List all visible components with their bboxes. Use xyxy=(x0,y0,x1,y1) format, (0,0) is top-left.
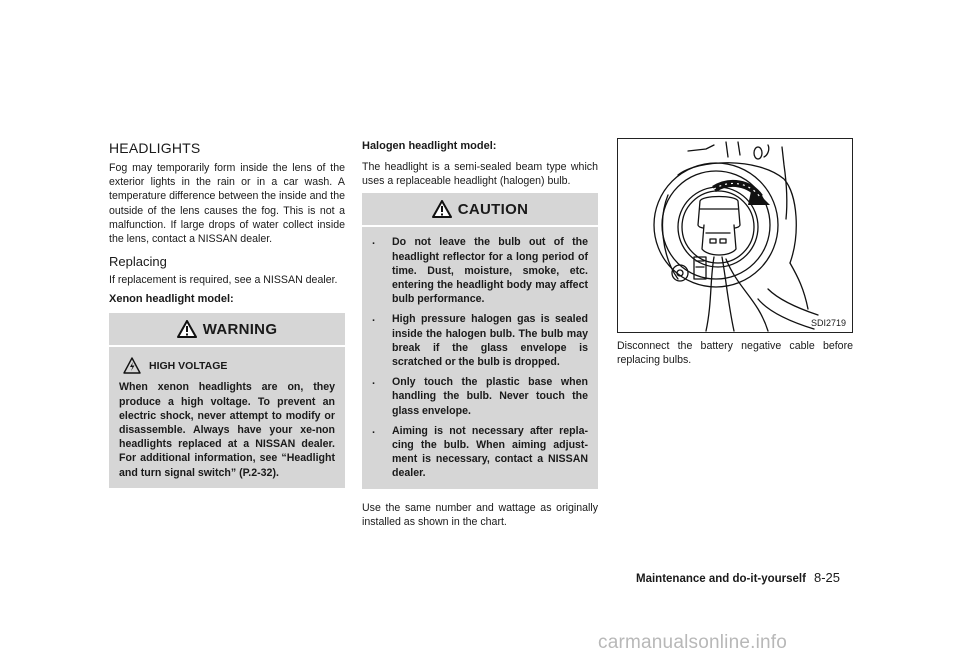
figure-id: SDI2719 xyxy=(810,318,846,328)
caution-body xyxy=(362,227,598,488)
caution-list xyxy=(372,235,588,480)
list-item xyxy=(372,235,588,306)
caution-title: CAUTION xyxy=(457,200,529,218)
list-item xyxy=(372,312,588,369)
list-item xyxy=(372,375,588,418)
warning-header xyxy=(109,313,345,347)
halogen-label: Halogen headlight model: xyxy=(362,140,497,152)
xenon-label: Xenon headlight model: xyxy=(109,293,234,306)
replace-paragraph: If replacement is required, see a NISSAN dealer. xyxy=(109,274,338,287)
battery-caption: Disconnect the battery negative cable before replacing bulbs. xyxy=(617,340,853,367)
headlight-bulb-figure xyxy=(617,138,853,333)
caution-box xyxy=(362,193,598,488)
list-item xyxy=(372,424,588,481)
caution-icon xyxy=(432,200,452,218)
bullet: . xyxy=(372,423,376,436)
warning-title: WARNING xyxy=(202,320,278,338)
column-middle xyxy=(362,140,598,534)
footer-section: Maintenance and do-it-yourself xyxy=(636,573,806,585)
warning-text: When xenon headlights are on, they produce a high voltage. To prevent an electric shock, never attempt to modify or disassemble. Always have your xe-non headlights replaced at a NISSAN dealer. For additional information, see “Headlight and turn signal switch” (P.2-32). xyxy=(119,381,335,479)
sub-heading: Replacing xyxy=(109,254,167,270)
section-heading: HEADLIGHTS xyxy=(109,140,201,156)
warning-body xyxy=(109,347,345,487)
fog-paragraph: Fog may temporarily form inside the lens of the exterior lights in the rain or in a car wash. A temperature difference between the inside and the outside of the lens causes the fog. This is not a malfunction. If large drops of water collect inside the lens, contact a NISSAN dealer. xyxy=(109,162,345,246)
bullet: . xyxy=(372,312,376,325)
high-voltage-row xyxy=(123,357,335,374)
page-number: 8-25 xyxy=(813,570,840,585)
caution-item-text: High pressure halogen gas is sealed inside the halogen bulb. The bulb may break if the glass envelope is scratched or the bulb is dropped. xyxy=(392,313,588,369)
high-voltage-icon xyxy=(123,357,141,374)
high-voltage-label: HIGH VOLTAGE xyxy=(149,359,228,372)
halogen-paragraph: The headlight is a semi-sealed beam type which uses a replaceable headlight (halogen) bulb. xyxy=(362,161,598,188)
column-right xyxy=(617,140,853,372)
bullet: . xyxy=(372,375,376,388)
caution-item-text: Do not leave the bulb out of the headlight reflector for a long period of time. Dust, moisture, smoke, etc. entering the headlight body may affect bulb performance. xyxy=(392,236,588,306)
warning-icon xyxy=(177,320,197,338)
caution-header xyxy=(362,193,598,227)
caution-item-text: Aiming is not necessary after repla-cing the bulb. When aiming adjust-ment is necessary, contact a NISSAN dealer. xyxy=(392,424,588,480)
caution-item-text: Only touch the plastic base when handling the bulb. Never touch the glass envelope. xyxy=(392,376,588,417)
headlight-bulb-illustration xyxy=(618,139,852,332)
wattage-paragraph: Use the same number and wattage as originally installed as shown in the chart. xyxy=(362,501,598,528)
warning-box xyxy=(109,313,345,487)
column-left xyxy=(109,140,345,488)
page-footer xyxy=(636,570,840,585)
watermark-text: carmanualsonline.info xyxy=(598,632,788,653)
bullet: . xyxy=(372,235,376,248)
